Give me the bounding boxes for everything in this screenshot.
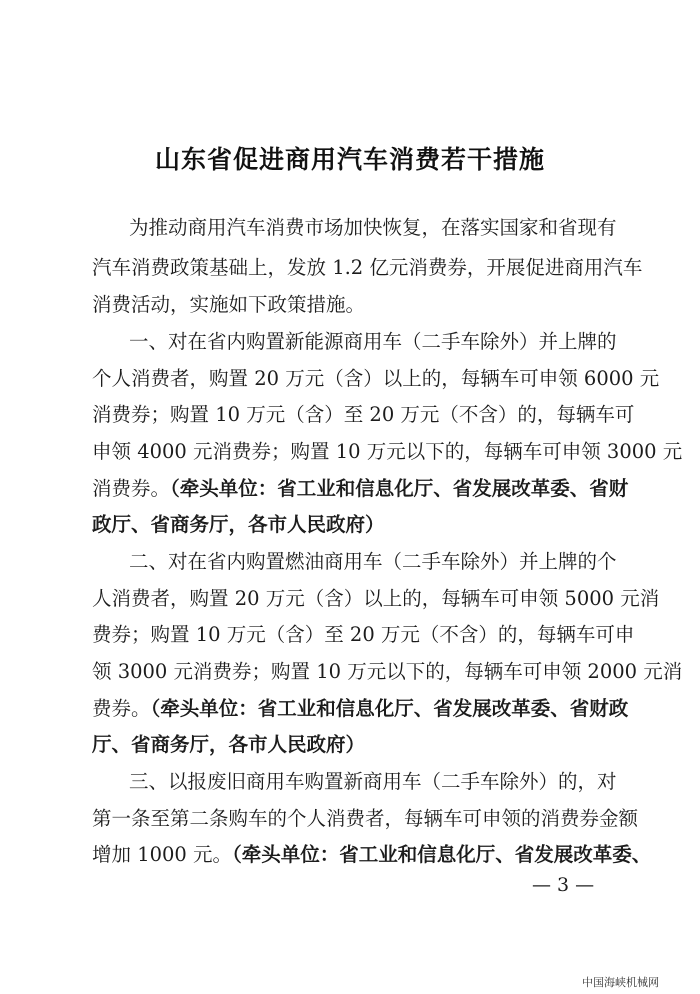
line-text: 费券；购置 10 万元（含）至 20 万元（不含）的，每辆车可申 (92, 623, 635, 646)
line-text: 增加 1000 元。 (92, 843, 233, 866)
line-text: 消费活动，实施如下政策措施。 (92, 293, 366, 316)
line-text: 个人消费者，购置 20 万元（含）以上的，每辆车可申领 6000 元 (92, 367, 660, 390)
line-text: 为推动商用汽车消费市场加快恢复，在落实国家和省现有 (129, 216, 617, 239)
line-text: 费券。 (92, 697, 151, 720)
line-text: 消费券；购置 10 万元（含）至 20 万元（不含）的，每辆车可 (92, 403, 635, 426)
line-text: 第一条至第二条购车的个人消费者，每辆车可申领的消费券金额 (92, 807, 639, 830)
line-text: 人消费者，购置 20 万元（含）以上的，每辆车可申领 5000 元消 (92, 587, 660, 610)
paragraph-line (92, 623, 634, 647)
paragraph-line (92, 587, 659, 611)
paragraph-line (92, 440, 682, 464)
lead-unit-text: （牵头单位：省工业和信息化厅、省发展改革委、 (232, 843, 652, 866)
line-text: 领 3000 元消费券；购置 10 万元以下的，每辆车可申领 2000 元消 (92, 660, 683, 683)
lead-unit-text: 厅、省商务厅，各市人民政府） (92, 733, 366, 756)
line-text: 消费券。 (92, 477, 171, 500)
line-text: 二、对在省内购置燃油商用车（二手车除外）并上牌的个 (129, 550, 617, 573)
paragraph-line (92, 807, 638, 831)
paragraph-line (92, 697, 628, 721)
paragraph-line (129, 216, 617, 240)
paragraph-line (129, 550, 617, 574)
paragraph-line (92, 660, 682, 684)
paragraph-line (92, 477, 628, 501)
document-title: 山东省促进商用汽车消费若干措施 (154, 145, 545, 174)
paragraph-line (92, 733, 365, 757)
site-watermark: 中国海峡机械网 (582, 976, 659, 989)
line-text: 三、以报废旧商用车购置新商用车（二手车除外）的，对 (129, 770, 617, 793)
paragraph-line (92, 843, 651, 867)
paragraph-line (92, 367, 659, 391)
line-text: 申领 4000 元消费券；购置 10 万元以下的，每辆车可申领 3000 元 (92, 440, 683, 463)
paragraph-line (92, 293, 365, 317)
lead-unit-text: 政厅、省商务厅，各市人民政府） (92, 513, 385, 536)
paragraph-line (92, 403, 634, 427)
paragraph-line (92, 513, 385, 537)
paragraph-line (129, 770, 617, 794)
line-text: 汽车消费政策基础上，发放 1.2 亿元消费券，开展促进商用汽车 (92, 256, 643, 279)
paragraph-line (129, 330, 617, 354)
lead-unit-text: （牵头单位：省工业和信息化厅、省发展改革委、省财政 (150, 697, 629, 720)
paragraph-line (92, 256, 642, 280)
lead-unit-text: （牵头单位：省工业和信息化厅、省发展改革委、省财 (170, 477, 629, 500)
line-text: 一、对在省内购置新能源商用车（二手车除外）并上牌的 (129, 330, 617, 353)
page-number: — 3 — (532, 874, 595, 896)
